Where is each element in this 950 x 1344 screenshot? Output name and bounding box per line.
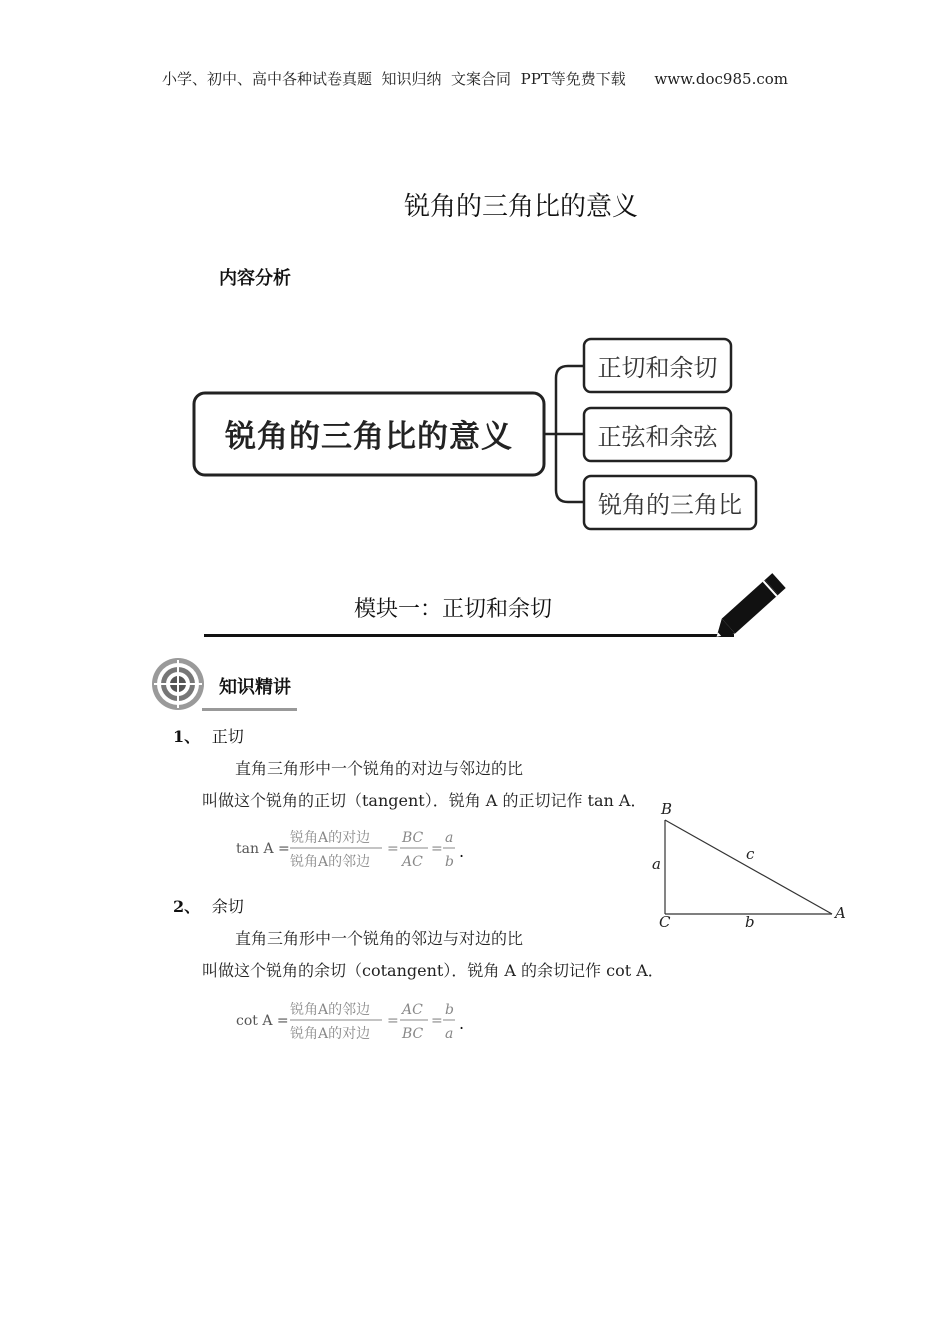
page-title: 锐角的三角比的意义 — [404, 192, 639, 222]
side-b-label: b — [745, 913, 755, 931]
mindmap-branch-2: 正弦和余弦 — [597, 423, 718, 451]
item-2-heading — [173, 894, 244, 917]
module-title: 模块一：正切和余切 — [354, 597, 553, 622]
item-2-number: 2、 — [173, 897, 201, 916]
item-1-definition-line1: 直角三角形中一个锐角的对边与邻边的比 — [235, 759, 524, 778]
module-divider — [204, 634, 734, 637]
side-c-label: c — [746, 845, 755, 863]
item-2-definition-line2: 叫做这个锐角的余切（cotangent）．锐角 A 的余切记作 cot A． — [202, 961, 664, 980]
tan-num-words: 锐角A的对边 — [290, 830, 371, 846]
svg-text:=: = — [387, 841, 399, 857]
svg-text:.: . — [459, 1014, 465, 1033]
knowledge-underline — [202, 708, 297, 711]
item-1-heading — [173, 724, 244, 747]
item-1-name: 正切 — [211, 727, 244, 746]
mindmap-root-label: 锐角的三角比的意义 — [225, 418, 513, 455]
cot-den-short: a — [445, 1026, 454, 1042]
content-analysis-label: 内容分析 — [219, 268, 291, 289]
tan-lhs: tan A = — [236, 841, 290, 857]
vertex-c-label: C — [659, 913, 671, 931]
cot-formula — [234, 996, 484, 1046]
right-triangle-figure — [640, 796, 860, 936]
tan-den-letters: AC — [402, 854, 423, 870]
side-c-line — [665, 820, 832, 914]
tan-den-short: b — [445, 854, 454, 870]
mindmap-branch-1: 正切和余切 — [597, 354, 718, 382]
target-icon — [150, 656, 206, 712]
svg-text:=: = — [431, 841, 443, 857]
cot-den-words: 锐角A的对边 — [290, 1026, 371, 1042]
svg-text:=: = — [431, 1013, 443, 1029]
item-2-definition-line1: 直角三角形中一个锐角的邻边与对边的比 — [235, 929, 524, 948]
svg-text:.: . — [459, 842, 465, 861]
cot-den-letters: BC — [402, 1026, 424, 1042]
pencil-icon — [712, 566, 794, 642]
vertex-a-label: A — [835, 904, 846, 922]
svg-text:=: = — [387, 1013, 399, 1029]
cot-num-letters: AC — [402, 1002, 423, 1018]
tan-num-short: a — [445, 830, 454, 846]
tan-formula — [234, 824, 484, 874]
item-2-name: 余切 — [211, 897, 244, 916]
side-a-label: a — [652, 855, 661, 873]
cot-num-words: 锐角A的邻边 — [290, 1002, 371, 1018]
mindmap-branch-3: 锐角的三角比 — [598, 491, 742, 519]
item-1-number: 1、 — [173, 727, 201, 746]
cot-num-short: b — [445, 1002, 454, 1018]
knowledge-title: 知识精讲 — [219, 677, 291, 698]
site-header: 小学、初中、高中各种试卷真题 知识归纳 文案合同 PPT等免费下载 www.doc985.com — [161, 70, 788, 88]
item-1-definition-line2: 叫做这个锐角的正切（tangent）．锐角 A 的正切记作 tan A． — [202, 791, 647, 810]
tan-den-words: 锐角A的邻边 — [290, 854, 371, 870]
tan-num-letters: BC — [402, 830, 424, 846]
vertex-b-label: B — [661, 800, 673, 818]
cot-lhs: cot A = — [236, 1013, 289, 1029]
